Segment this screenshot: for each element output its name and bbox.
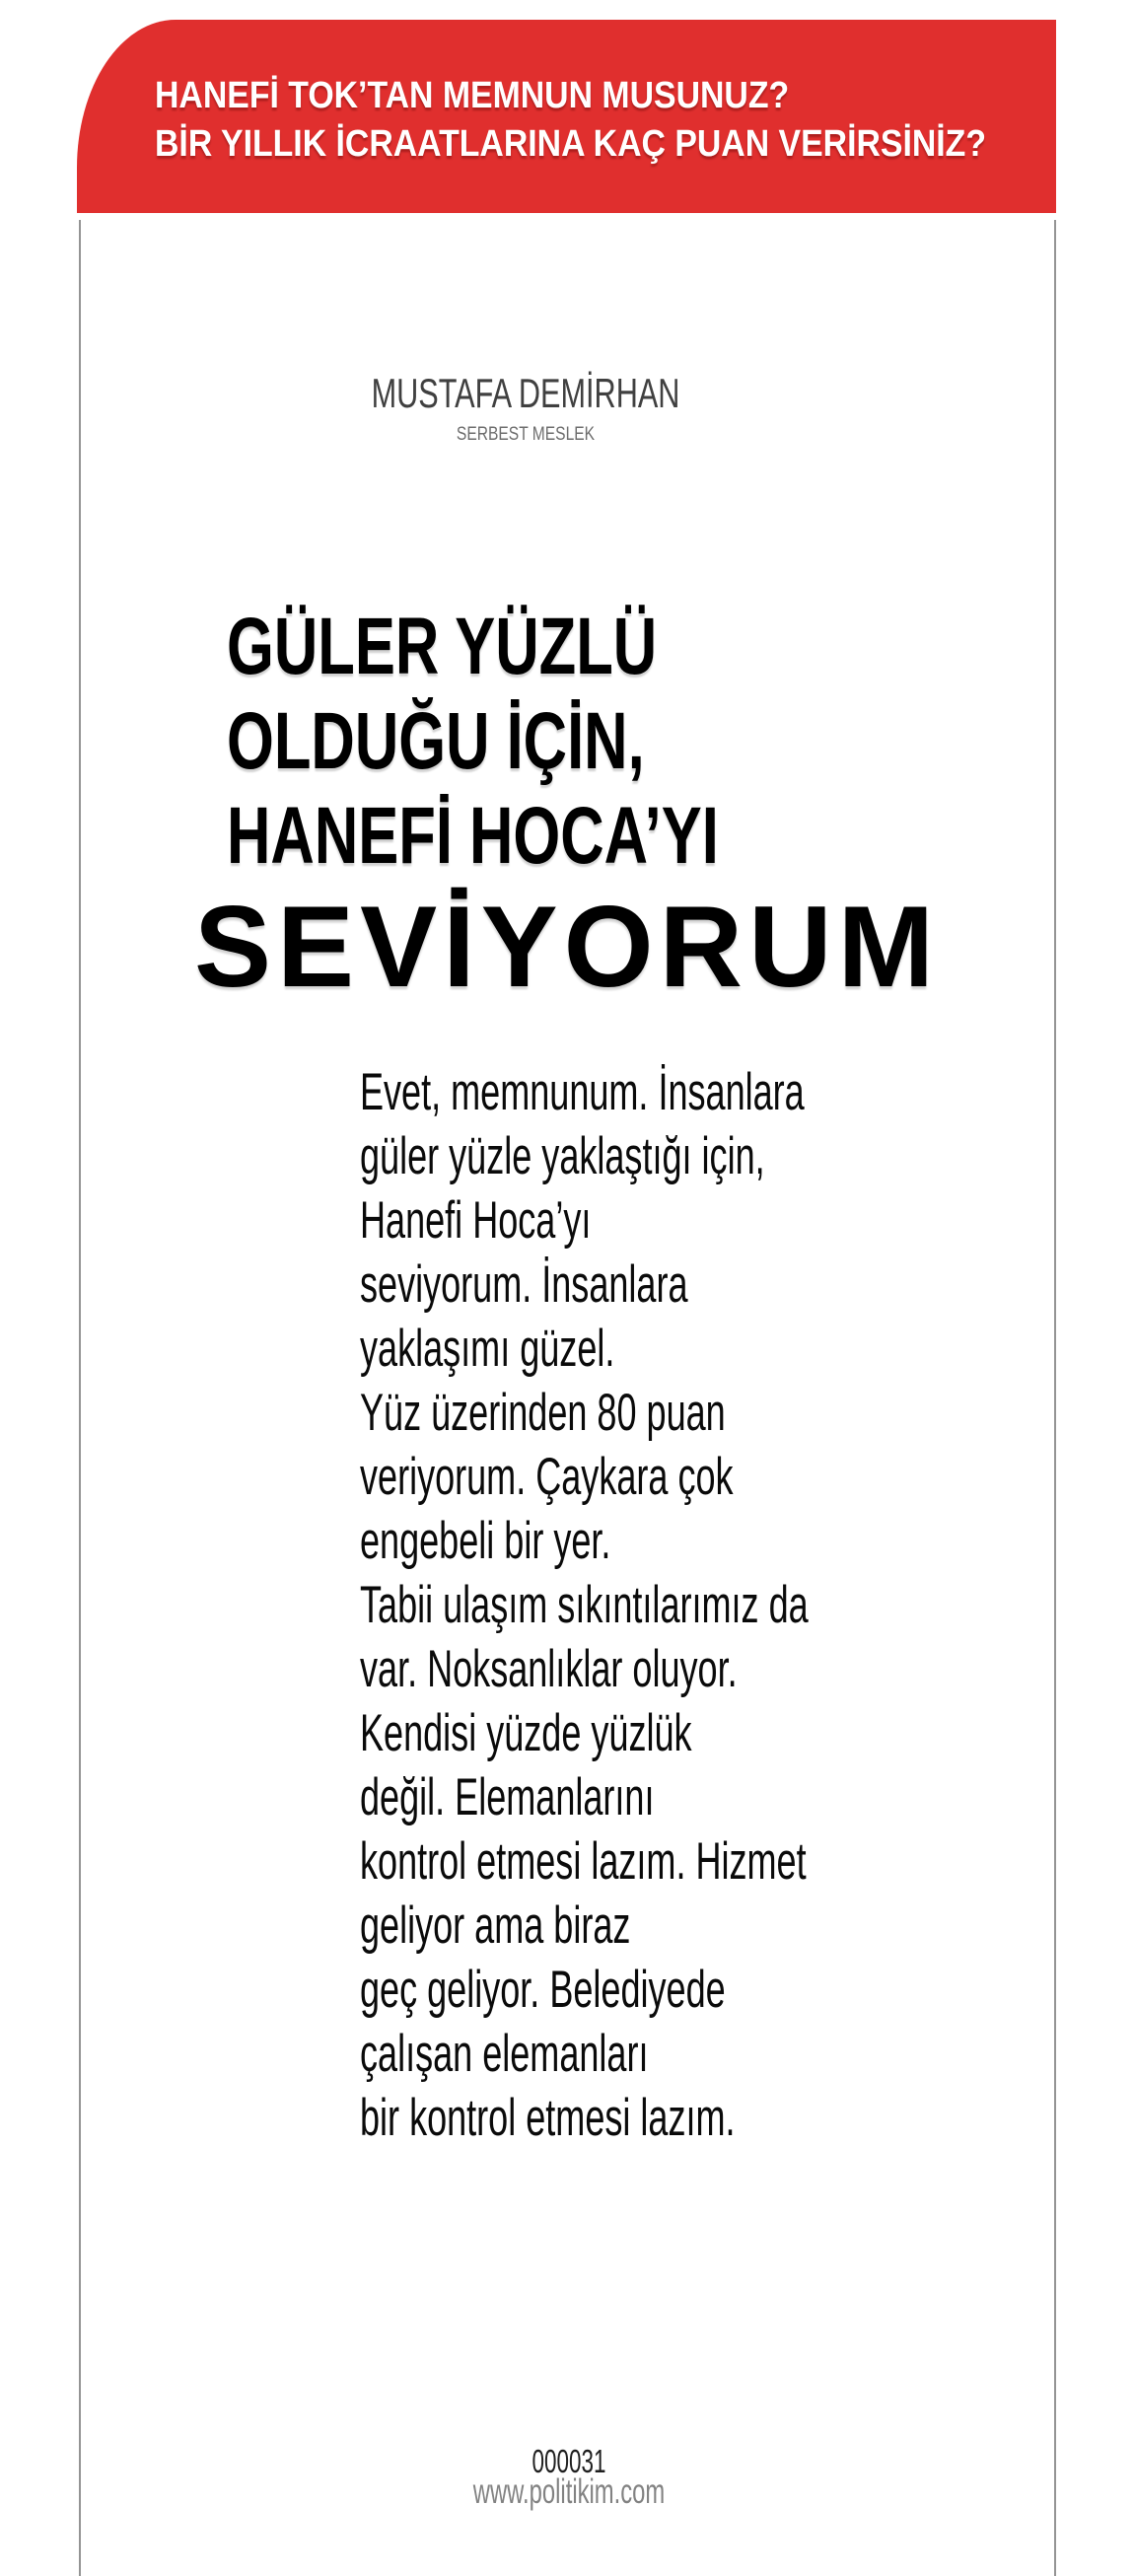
question-banner [77, 20, 1056, 213]
headline-emphasis: SEVİYORUM [194, 882, 941, 1011]
footer-website: www.politikim.com [472, 2472, 666, 2511]
headline [227, 600, 719, 884]
quote-line: güler yüzle yaklaştığı için, [360, 1127, 765, 1185]
quote-line: var. Noksanlıklar oluyor. [360, 1640, 738, 1698]
quote-line: geç geliyor. Belediyede [360, 1961, 726, 2019]
quote-line: kontrol etmesi lazım. Hizmet [360, 1832, 807, 1891]
quote-line: Evet, memnunum. İnsanlara [360, 1063, 805, 1121]
quote-line: Tabii ulaşım sıkıntılarımız da [360, 1576, 809, 1634]
footer-code: 000031 [532, 2443, 606, 2479]
quote-line: geliyor ama biraz [360, 1896, 631, 1955]
respondent-occupation: SERBEST MESLEK [456, 423, 596, 445]
quote-line: Hanefi Hoca’yı [360, 1191, 592, 1250]
quote-line: Kendisi yüzde yüzlük [360, 1704, 692, 1762]
banner-question-line-1: HANEFİ TOK’TAN MEMNUN MUSUNUZ? [155, 75, 790, 116]
quote-body [360, 1060, 809, 2150]
headline-line-1: GÜLER YÜZLÜ [227, 602, 658, 691]
quote-line: çalışan elemanları [360, 2025, 649, 2083]
quote-line: Yüz üzerinden 80 puan [360, 1384, 726, 1442]
quote-line: bir kontrol etmesi lazım. [360, 2089, 736, 2147]
banner-question-line-2: BİR YILLIK İCRAATLARINA KAÇ PUAN VERİRSİNİZ? [155, 123, 986, 165]
quote-line: seviyorum. İnsanlara [360, 1255, 688, 1314]
question-banner-text [155, 72, 986, 169]
respondent-name: MUSTAFA DEMİRHAN [371, 370, 680, 416]
quote-line: yaklaşımı güzel. [360, 1320, 615, 1378]
quote-line: değil. Elemanlarını [360, 1768, 655, 1826]
right-border-rule [1054, 220, 1056, 2576]
headline-line-3: HANEFİ HOCA’YI [227, 791, 719, 881]
left-border-rule [79, 220, 81, 2576]
headline-line-2: OLDUĞU İÇİN, [227, 696, 645, 786]
quote-line: engebeli bir yer. [360, 1512, 611, 1570]
quote-line: veriyorum. Çaykara çok [360, 1448, 734, 1506]
